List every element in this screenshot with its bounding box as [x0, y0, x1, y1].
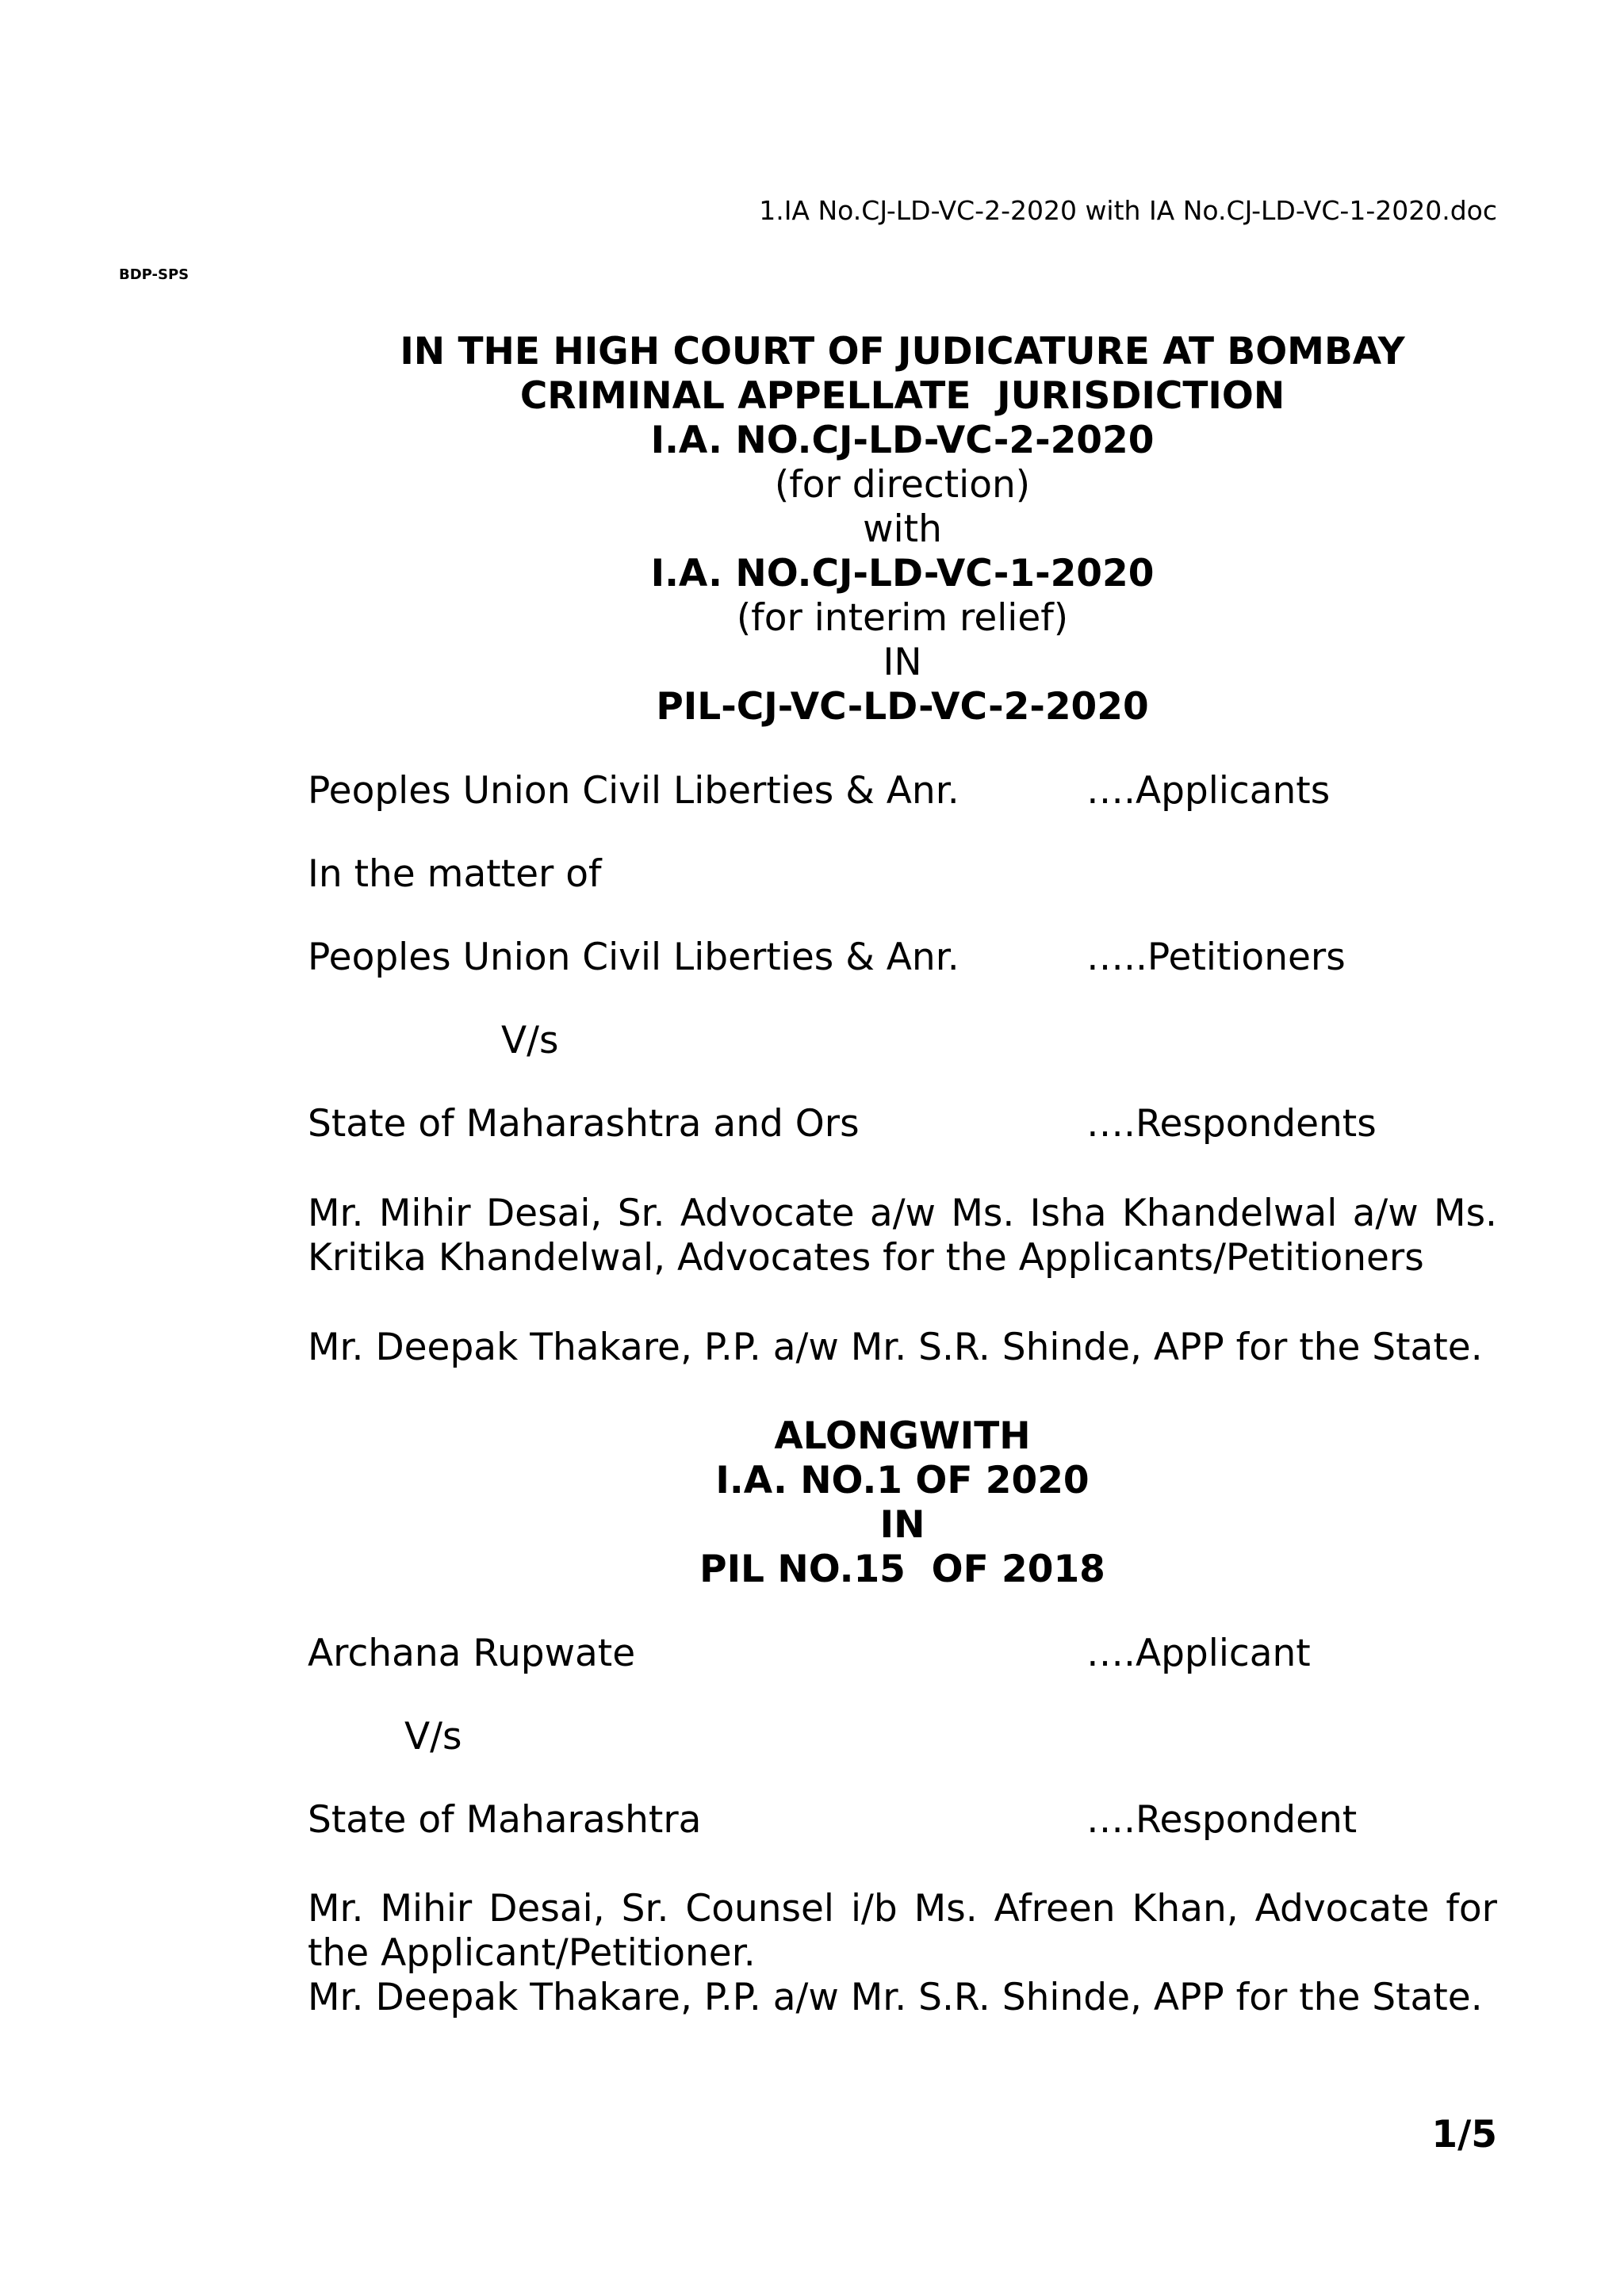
page-number: 1/5: [1431, 2113, 1497, 2156]
ia-purpose-1: (for direction): [774, 463, 1031, 507]
respondents-name: State of Maharashtra and Ors: [308, 1102, 860, 1146]
ia-number-2: I.A. NO.CJ-LD-VC-1-2020: [650, 552, 1155, 595]
stenographer-initials: BDP-SPS: [119, 266, 190, 283]
counsel-for-applicants: Mr. Mihir Desai, Sr. Advocate a/w Ms. Isha Khandelwal a/w Ms. Kritika Khandelwal, Advocates for the Applicants/Petitioners: [308, 1192, 1497, 1280]
applicant-name: Archana Rupwate: [308, 1632, 636, 1675]
alongwith-ia-number: I.A. NO.1 OF 2020: [715, 1459, 1090, 1502]
court-name: IN THE HIGH COURT OF JUDICATURE AT BOMBAY: [400, 330, 1405, 373]
ia-number-1: I.A. NO.CJ-LD-VC-2-2020: [650, 419, 1155, 462]
versus-label: V/s: [501, 1019, 559, 1062]
applicants-role: ….Applicants: [1086, 769, 1331, 813]
with-connector: with: [863, 507, 942, 551]
jurisdiction: CRIMINAL APPELLATE JURISDICTION: [519, 374, 1285, 418]
counsel-for-applicant: Mr. Mihir Desai, Sr. Counsel i/b Ms. Afreen Khan, Advocate for the Applicant/Petitioner.: [308, 1887, 1497, 1975]
counsel-for-state: Mr. Deepak Thakare, P.P. a/w Mr. S.R. Shinde, APP for the State.: [308, 1326, 1483, 1369]
applicant-role: ….Applicant: [1086, 1632, 1311, 1675]
respondent-name: State of Maharashtra: [308, 1798, 702, 1842]
respondents-role: ….Respondents: [1086, 1102, 1377, 1146]
petitioners-role: …..Petitioners: [1086, 936, 1346, 979]
applicants-name: Peoples Union Civil Liberties & Anr.: [308, 769, 959, 813]
in-connector: IN: [883, 641, 922, 684]
versus-label-2: V/s: [404, 1715, 462, 1758]
ia-purpose-2: (for interim relief): [736, 596, 1069, 640]
alongwith-heading: ALONGWITH: [774, 1414, 1031, 1458]
pil-number: PIL-CJ-VC-LD-VC-2-2020: [656, 685, 1149, 729]
matter-of-label: In the matter of: [308, 852, 602, 896]
counsel-for-state-2: Mr. Deepak Thakare, P.P. a/w Mr. S.R. Shinde, APP for the State.: [308, 1976, 1483, 2019]
petitioners-name: Peoples Union Civil Liberties & Anr.: [308, 936, 959, 979]
document-filename: 1.IA No.CJ-LD-VC-2-2020 with IA No.CJ-LD-VC-1-2020.doc: [759, 195, 1497, 226]
alongwith-in-connector: IN: [879, 1503, 925, 1547]
alongwith-pil-number: PIL NO.15 OF 2018: [699, 1548, 1105, 1591]
respondent-role: ….Respondent: [1086, 1798, 1358, 1842]
